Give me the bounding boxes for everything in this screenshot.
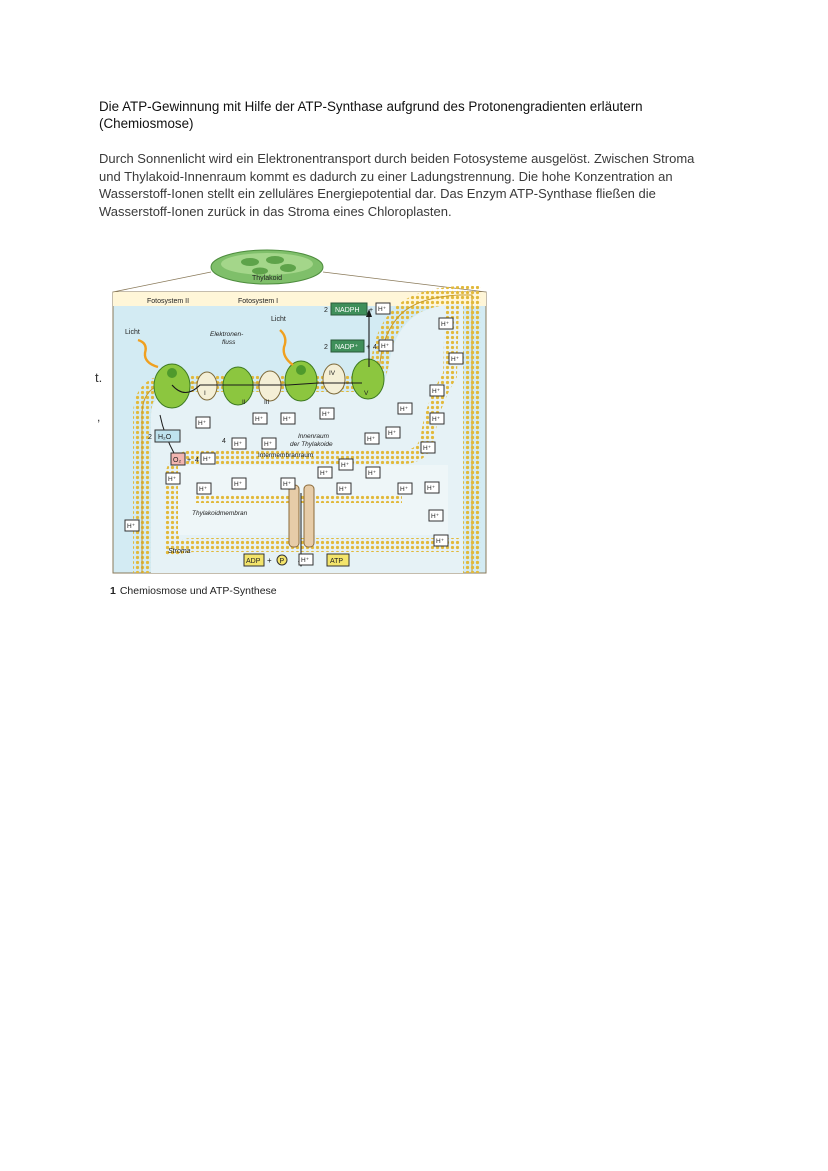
nadph-coefficient: 2 bbox=[324, 307, 328, 314]
nadph-plus: + bbox=[369, 307, 374, 314]
label-stroma: Stroma bbox=[168, 548, 191, 555]
h-ion-label: H⁺ bbox=[322, 411, 331, 418]
h-ion-label: H⁺ bbox=[423, 445, 432, 452]
h-ion-label: H⁺ bbox=[341, 462, 350, 469]
h-ion-label: H⁺ bbox=[168, 476, 177, 483]
complex-iv bbox=[323, 364, 345, 394]
o2-label: O₂ bbox=[173, 457, 182, 464]
phosphate-label: P bbox=[279, 558, 285, 565]
label-thylakoidmembran: Thylakoidmembran bbox=[192, 510, 248, 517]
label-elektronen-2: fluss bbox=[222, 339, 236, 346]
lumen-four: 4 bbox=[222, 438, 226, 445]
h-ion-label: H⁺ bbox=[283, 481, 292, 488]
h-ion-label: H⁺ bbox=[427, 485, 436, 492]
h-ion-label: H⁺ bbox=[367, 436, 376, 443]
margin-fragment-1: t. bbox=[95, 370, 103, 385]
h-ion-label: H⁺ bbox=[432, 416, 441, 423]
label-fotosystem-2: Fotosystem II bbox=[147, 298, 190, 305]
roman-iii: III bbox=[264, 399, 270, 406]
h-ion-label: H⁺ bbox=[388, 430, 397, 437]
h-ion-label: H⁺ bbox=[198, 420, 207, 427]
h-ion-label: H⁺ bbox=[339, 486, 348, 493]
atp-synthase bbox=[289, 485, 299, 547]
h-ion-label: H⁺ bbox=[234, 441, 243, 448]
label-intermembranraum: Intermembranraum bbox=[258, 452, 314, 459]
caption-text: Chemiosmose und ATP-Synthese bbox=[119, 585, 277, 597]
label-innenraum-1: Innenraum bbox=[298, 433, 330, 440]
h-ion-label: H⁺ bbox=[432, 388, 441, 395]
chemiosmosis-figure bbox=[100, 245, 495, 580]
h-ion-label: H⁺ bbox=[255, 416, 264, 423]
roman-iv: IV bbox=[329, 370, 336, 377]
h-ion-label: H⁺ bbox=[264, 441, 273, 448]
complex-ii bbox=[223, 367, 253, 405]
o2-plus: + bbox=[187, 457, 192, 464]
roman-v: V bbox=[364, 390, 369, 397]
figure-caption bbox=[110, 585, 277, 597]
h-ion-label: H⁺ bbox=[127, 523, 136, 530]
complex-iii bbox=[259, 371, 281, 401]
label-fotosystem-1: Fotosystem I bbox=[238, 298, 279, 305]
h-ion-label: H⁺ bbox=[431, 513, 440, 520]
h-ion-label: H⁺ bbox=[436, 538, 445, 545]
o2-four: 4 bbox=[195, 457, 199, 464]
nadp-coefficient: 2 bbox=[324, 344, 328, 351]
h-ion-atp: H⁺ bbox=[301, 557, 310, 564]
h-ion-label: H⁺ bbox=[441, 321, 450, 328]
h-ion-label: H⁺ bbox=[451, 356, 460, 363]
h-ion-label: H⁺ bbox=[234, 481, 243, 488]
margin-fragment-2: , bbox=[97, 410, 101, 424]
h-ion-label: H⁺ bbox=[368, 470, 377, 477]
chemiosmosis-diagram bbox=[100, 245, 495, 580]
label-innenraum-2: der Thylakoide bbox=[290, 441, 333, 448]
roman-ii: II bbox=[242, 399, 246, 406]
label-licht-1: Licht bbox=[125, 329, 140, 336]
roman-i: I bbox=[204, 390, 206, 397]
h-ion-nadp: H⁺ bbox=[381, 343, 390, 350]
nadp-label: NADP⁺ bbox=[335, 344, 359, 351]
complex-i bbox=[197, 372, 217, 400]
h-ion-label: H⁺ bbox=[199, 486, 208, 493]
label-thylakoid: Thylakoid bbox=[252, 275, 282, 282]
document-heading: Die ATP-Gewinnung mit Hilfe der ATP-Synthase aufgrund des Protonengradienten erläutern (Chemiosmose) bbox=[99, 99, 643, 131]
adp-plus: + bbox=[267, 556, 272, 565]
label-licht-2: Licht bbox=[271, 316, 286, 323]
h2o-label: H₂O bbox=[158, 434, 172, 441]
nadp-four: 4 bbox=[373, 344, 377, 351]
h2o-coefficient: 2 bbox=[148, 434, 152, 441]
h-ion-label: H⁺ bbox=[400, 486, 409, 493]
h-ion-o2: H⁺ bbox=[203, 456, 212, 463]
h-ion-label: H⁺ bbox=[320, 470, 329, 477]
nadp-plus: + bbox=[366, 344, 371, 351]
atp-label: ATP bbox=[330, 558, 344, 565]
h-ion-label: H⁺ bbox=[400, 406, 409, 413]
adp-label: ADP bbox=[246, 558, 261, 565]
nadph-label: NADPH bbox=[335, 307, 360, 314]
h-ion-label: H⁺ bbox=[283, 416, 292, 423]
h-ion-nadph: H⁺ bbox=[378, 306, 387, 313]
caption-number: 1 bbox=[110, 585, 116, 597]
label-elektronen-1: Elektronen- bbox=[210, 331, 244, 338]
document-paragraph: Durch Sonnenlicht wird ein Elektronentransport durch beiden Fotosysteme ausgelöst. Zwischen Stroma und Thylakoid-Innenraum kommt es dadurch zu einer Ladungstrennung. Die hohe Konzentration an Wasserstoff-Ionen stellt ein zelluläres Energiepotential dar. Das Enzym ATP-Synthase fließen die Wasserstoff-Ionen zurück in das Stroma eines Chloroplasten. bbox=[99, 151, 695, 219]
